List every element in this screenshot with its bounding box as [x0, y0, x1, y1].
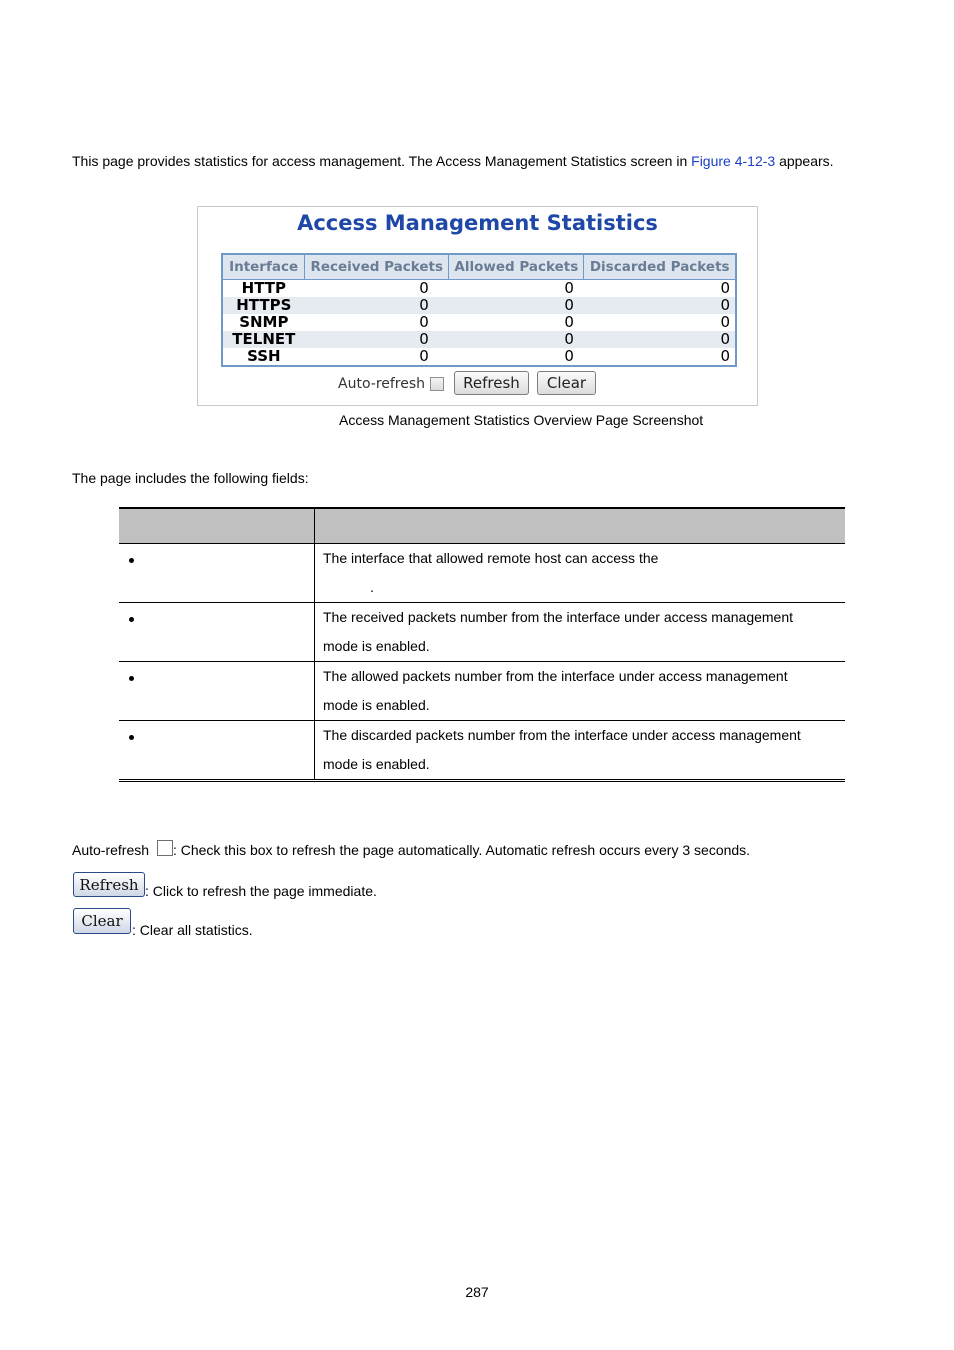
table-row [222, 314, 736, 331]
header-interface: Interface [222, 254, 305, 280]
clear-button-sample: Clear [73, 908, 131, 934]
screenshot-title: Access Management Statistics [297, 211, 658, 235]
description-line: The discarded packets number from the interface under access management [323, 727, 801, 743]
interface-cell: SNMP [239, 313, 289, 331]
description-line: The received packets number from the interface under access management [323, 609, 794, 625]
table-row [222, 280, 736, 298]
object-cell [119, 544, 315, 603]
statistics-table [221, 253, 737, 367]
fields-header-row [119, 508, 845, 544]
figure-link[interactable]: Figure 4-12-3 [691, 153, 776, 169]
interface-cell: SSH [247, 347, 281, 365]
allowed-cell: 0 [564, 313, 574, 331]
auto-refresh-checkbox[interactable] [430, 377, 444, 391]
discarded-cell: 0 [720, 313, 730, 331]
description-line: . [370, 579, 374, 595]
auto-refresh-help-label: Auto-refresh [72, 842, 150, 858]
intro-text-before: This page provides statistics for access management. The Access Management Statistics screen in [72, 153, 692, 169]
statistics-header-row [222, 254, 736, 280]
description-line: The allowed packets number from the interface under access management [323, 668, 788, 684]
object-cell [119, 721, 315, 781]
page-number: 287 [465, 1284, 489, 1300]
received-cell: 0 [419, 313, 429, 331]
object-cell [119, 603, 315, 662]
received-cell: 0 [305, 331, 449, 348]
auto-refresh-checkbox-sample [157, 840, 173, 856]
table-row [119, 603, 845, 662]
table-row [119, 662, 845, 721]
table-row [222, 297, 736, 314]
allowed-cell: 0 [564, 279, 574, 297]
refresh-help-text: : Click to refresh the page immediate. [145, 883, 377, 899]
statistics-screenshot [197, 206, 758, 406]
discarded-cell: 0 [720, 347, 730, 365]
discarded-cell: 0 [584, 331, 736, 348]
description-cell [315, 721, 846, 781]
intro-text-after: appears. [775, 153, 834, 169]
fields-intro: The page includes the following fields: [72, 470, 309, 486]
auto-refresh-label: Auto-refresh [338, 376, 426, 392]
header-allowed: Allowed Packets [449, 254, 584, 280]
description-header [315, 508, 846, 544]
header-discarded: Discarded Packets [584, 254, 736, 280]
fields-table [119, 507, 845, 782]
description-line: The interface that allowed remote host can access the [323, 550, 659, 566]
discarded-cell: 0 [720, 279, 730, 297]
received-cell: 0 [419, 347, 429, 365]
description-cell [315, 662, 846, 721]
refresh-button[interactable]: Refresh [454, 371, 529, 395]
bullet-icon [129, 558, 134, 563]
table-row [222, 331, 736, 348]
description-cell [315, 544, 846, 603]
allowed-cell: 0 [449, 331, 584, 348]
received-cell: 0 [419, 279, 429, 297]
header-received: Received Packets [305, 254, 449, 280]
interface-cell: HTTPS [222, 297, 305, 314]
table-row [119, 721, 845, 781]
description-line: mode is enabled. [323, 697, 430, 713]
description-line: mode is enabled. [323, 638, 430, 654]
received-cell: 0 [305, 297, 449, 314]
auto-refresh-help [72, 842, 750, 858]
bullet-icon [129, 676, 134, 681]
interface-cell: HTTP [241, 279, 287, 297]
description-line: mode is enabled. [323, 756, 430, 772]
table-row [119, 544, 845, 603]
table-row [222, 348, 736, 366]
refresh-button-sample: Refresh [73, 872, 145, 897]
clear-button[interactable]: Clear [537, 371, 596, 395]
screenshot-controls [198, 371, 757, 397]
figure-caption: Access Management Statistics Overview Page Screenshot [339, 412, 704, 428]
bullet-icon [129, 735, 134, 740]
object-cell [119, 662, 315, 721]
object-header [119, 508, 315, 544]
description-cell [315, 603, 846, 662]
allowed-cell: 0 [564, 347, 574, 365]
auto-refresh-help-text: : Check this box to refresh the page automatically. Automatic refresh occurs every 3 seconds. [172, 842, 751, 858]
clear-help-text: : Clear all statistics. [132, 922, 253, 938]
interface-cell: TELNET [222, 331, 305, 348]
allowed-cell: 0 [449, 297, 584, 314]
bullet-icon [129, 617, 134, 622]
discarded-cell: 0 [584, 297, 736, 314]
intro-paragraph [72, 153, 834, 169]
